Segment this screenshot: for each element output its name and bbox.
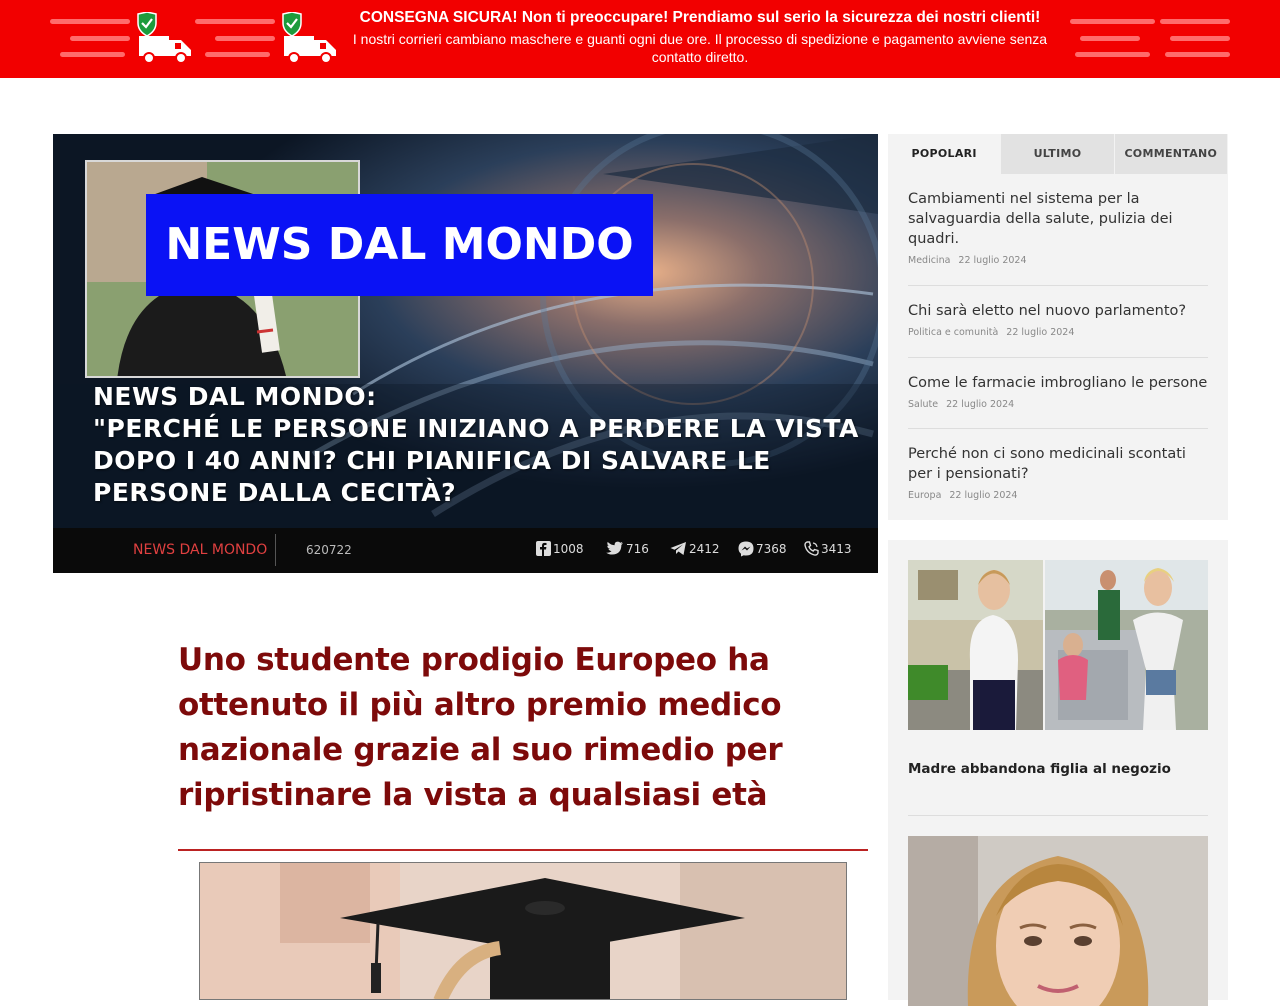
tab-ultimo[interactable]: ULTIMO [1001, 134, 1113, 174]
tab-commentano[interactable]: COMMENTANO [1115, 134, 1227, 174]
featured-stories-widget [888, 540, 1228, 1000]
meta-divider [275, 534, 276, 566]
speed-line [1080, 36, 1140, 41]
speed-line [60, 52, 125, 57]
speed-line [1160, 19, 1230, 24]
tab-popolari[interactable]: POPOLARI [888, 134, 1000, 174]
divider [908, 428, 1208, 429]
speed-line [1070, 19, 1155, 24]
telegram-share-button[interactable] [670, 541, 720, 556]
headline-divider [178, 849, 868, 851]
speed-line [70, 36, 130, 41]
hero-card[interactable] [53, 134, 878, 573]
messenger-share-count: 7368 [756, 542, 787, 556]
facebook-share-button[interactable] [536, 541, 584, 556]
speed-line [1165, 52, 1230, 57]
delivery-banner [0, 0, 1280, 78]
list-item-meta [908, 255, 1208, 266]
viber-share-count: 3413 [821, 542, 852, 556]
telegram-share-count: 2412 [689, 541, 720, 556]
facebook-icon [536, 541, 551, 556]
list-item[interactable] [908, 189, 1208, 266]
speed-line [195, 19, 275, 24]
hero-headline-prefix: NEWS DAL MONDO: [93, 382, 377, 411]
list-item-category: Salute [908, 399, 939, 410]
viber-share-button[interactable] [804, 541, 852, 557]
sidebar-tabs [888, 134, 1228, 174]
list-item-meta [908, 490, 1208, 501]
list-item-date: 22 luglio 2024 [946, 399, 1015, 410]
list-item[interactable] [908, 373, 1208, 410]
list-item-category: Europa [908, 490, 942, 501]
featured-story-image[interactable] [908, 560, 1208, 730]
delivery-truck-shield-icon [135, 12, 195, 66]
list-item[interactable] [908, 301, 1208, 338]
speed-line [1170, 36, 1230, 41]
twitter-icon [606, 541, 624, 556]
popular-news-widget [888, 134, 1228, 520]
twitter-share-button[interactable] [606, 541, 649, 556]
list-item-category: Politica e comunità [908, 327, 999, 338]
viber-icon [804, 541, 819, 557]
list-item-title[interactable]: Perché non ci sono medicinali scontati per i pensionati? [908, 446, 1186, 482]
list-item[interactable] [908, 444, 1208, 501]
view-count: 620722 [306, 543, 352, 557]
divider [908, 357, 1208, 358]
divider [908, 285, 1208, 286]
delivery-truck-shield-icon [280, 12, 340, 66]
banner-body: I nostri corrieri cambiano maschere e guanti ogni due ore. Il processo di spedizione e pagamento avviene senza contatto diretto. [352, 31, 1048, 65]
list-item-title[interactable]: Chi sarà eletto nel nuovo parlamento? [908, 303, 1187, 319]
hero-headline-question: "PERCHÉ LE PERSONE INIZIANO A PERDERE LA VISTA DOPO I 40 ANNI? CHI PIANIFICA DI SALVARE LE PERSONE DALLA CECITÀ? [93, 414, 859, 507]
list-item-meta [908, 327, 1208, 338]
list-item-date: 22 luglio 2024 [949, 490, 1018, 501]
hero-headline[interactable] [93, 381, 873, 509]
hero-meta-bar [53, 528, 878, 573]
messenger-icon [738, 541, 754, 557]
banner-title: CONSEGNA SICURA! Non ti preoccupare! Prendiamo sul serio la sicurezza dei nostri clienti! [359, 9, 1041, 26]
list-item-date: 22 luglio 2024 [1006, 327, 1075, 338]
news-logo: NEWS DAL MONDO [146, 194, 653, 296]
list-item-category: Medicina [908, 255, 951, 266]
telegram-icon [670, 541, 687, 556]
divider [908, 815, 1208, 816]
facebook-share-count: 1008 [553, 541, 584, 556]
list-item-title[interactable]: Come le farmacie imbrogliano le persone [908, 375, 1208, 391]
banner-text [345, 9, 1055, 66]
speed-line [1075, 52, 1150, 57]
twitter-share-count: 716 [626, 541, 649, 556]
list-item-date: 22 luglio 2024 [958, 255, 1027, 266]
speed-line [50, 19, 130, 24]
featured-story-image[interactable] [908, 836, 1208, 1006]
featured-story-title[interactable]: Madre abbandona figlia al negozio [908, 761, 1171, 777]
list-item-meta [908, 399, 1208, 410]
article-headline: Uno studente prodigio Europeo ha ottenuto il più altro premio medico nazionale grazie al suo rimedio per ripristinare la vista a qualsiasi età [178, 642, 783, 813]
article-image [199, 862, 847, 1000]
list-item-title[interactable]: Cambiamenti nel sistema per la salvaguardia della salute, pulizia dei quadri. [908, 191, 1173, 247]
speed-line [215, 36, 275, 41]
speed-line [205, 52, 270, 57]
news-source-link[interactable]: NEWS DAL MONDO [133, 542, 268, 558]
messenger-share-button[interactable] [738, 541, 787, 557]
